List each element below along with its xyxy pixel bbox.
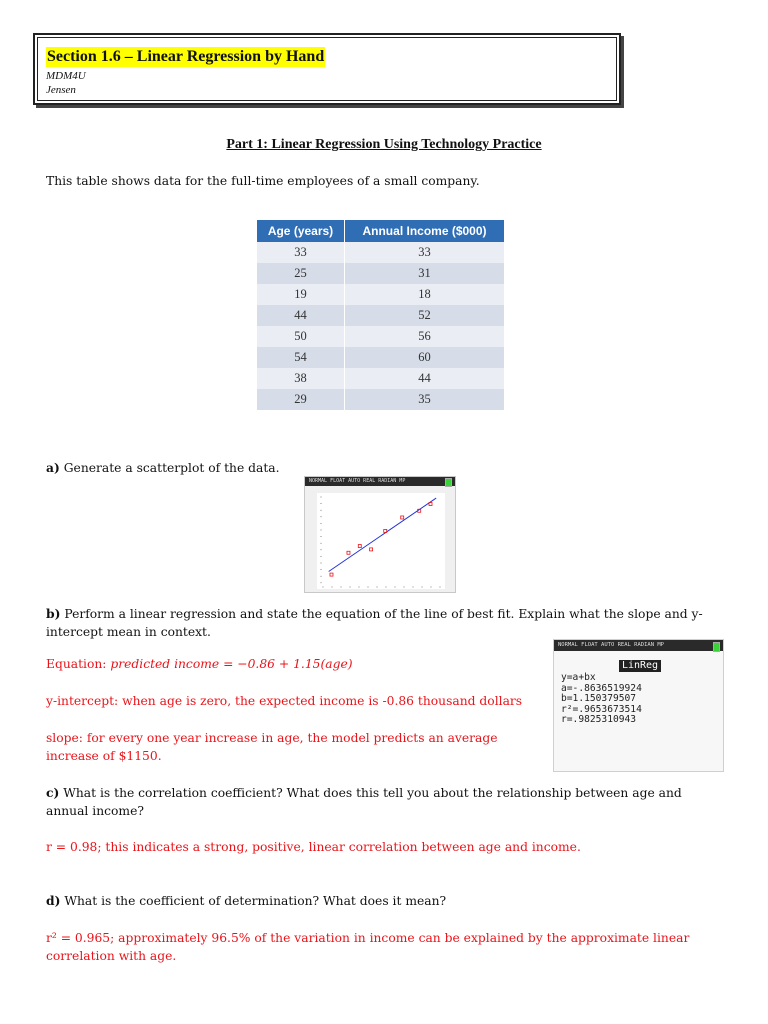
linreg-line: r=.9825310943	[561, 714, 637, 725]
cell-income: 52	[345, 305, 505, 326]
question-b	[46, 605, 703, 623]
part-title: Part 1: Linear Regression Using Technology Practice	[226, 137, 542, 152]
question-b-label: b)	[46, 606, 61, 621]
table-row	[257, 389, 504, 410]
question-a-label: a)	[46, 460, 60, 475]
cell-age: 29	[257, 389, 345, 410]
slope-answer-line1: slope: for every one year increase in age, the model predicts an average	[46, 731, 498, 745]
question-d-answer-line1: r² = 0.965; approximately 96.5% of the variation in income can be explained by the approximate linear	[46, 931, 690, 945]
calculator-linreg-screen	[553, 639, 724, 772]
question-c-text-line2: annual income?	[46, 804, 144, 818]
cell-age: 25	[257, 263, 345, 284]
question-d-answer-line2: correlation with age.	[46, 949, 177, 963]
cell-age: 44	[257, 305, 345, 326]
cell-income: 56	[345, 326, 505, 347]
column-header-income: Annual Income ($000)	[345, 220, 505, 242]
battery-icon	[445, 478, 452, 487]
cell-age: 38	[257, 368, 345, 389]
data-table	[257, 220, 504, 410]
intro-text: This table shows data for the full-time employees of a small company.	[46, 174, 480, 188]
teacher-name: Jensen	[46, 84, 76, 96]
slope-answer-line2: increase of $1150.	[46, 749, 162, 763]
question-d	[46, 892, 446, 910]
linreg-line: a=-.8636519924	[561, 682, 642, 694]
linreg-line: b=1.150379507	[561, 693, 637, 704]
cell-income: 44	[345, 368, 505, 389]
question-c	[46, 784, 682, 802]
section-title: Section 1.6 – Linear Regression by Hand	[47, 48, 325, 65]
question-a-text: Generate a scatterplot of the data.	[63, 461, 280, 475]
cell-age: 33	[257, 242, 345, 263]
scatterplot	[317, 493, 445, 589]
table-row	[257, 263, 504, 284]
question-b-text-line1: Perform a linear regression and state the equation of the line of best fit. Explain what the slope and y-	[64, 607, 703, 621]
table-row	[257, 326, 504, 347]
equation-label: Equation:	[46, 657, 111, 671]
equation-math: predicted income = −0.86 + 1.15(age)	[110, 657, 353, 671]
cell-age: 50	[257, 326, 345, 347]
question-c-label: c)	[46, 785, 60, 800]
course-code: MDM4U	[46, 70, 86, 82]
table-row	[257, 305, 504, 326]
table-body	[257, 242, 504, 410]
question-d-label: d)	[46, 893, 61, 908]
calculator-scatterplot-screen	[304, 476, 456, 593]
cell-income: 35	[345, 389, 505, 410]
column-header-age: Age (years)	[257, 220, 345, 242]
question-b-text-line2: intercept mean in context.	[46, 625, 211, 639]
cell-age: 54	[257, 347, 345, 368]
battery-icon-2	[713, 642, 720, 652]
y-intercept-answer: y-intercept: when age is zero, the expected income is -0.86 thousand dollars	[46, 694, 523, 708]
equation-answer	[46, 655, 353, 673]
header-box	[33, 33, 621, 105]
cell-income: 60	[345, 347, 505, 368]
calc-status-bar: NORMAL FLOAT AUTO REAL RADIAN MP	[305, 477, 455, 486]
question-a	[46, 459, 280, 477]
cell-income: 31	[345, 263, 505, 284]
cell-income: 33	[345, 242, 505, 263]
cell-income: 18	[345, 284, 505, 305]
question-c-answer: r = 0.98; this indicates a strong, positive, linear correlation between age and income.	[46, 840, 581, 854]
table-header-row	[257, 220, 504, 242]
linreg-line: r²=.9653673514	[561, 703, 642, 715]
table-row	[257, 242, 504, 263]
question-c-text-line1: What is the correlation coefficient? What does this tell you about the relationship between age and	[63, 786, 682, 800]
question-d-text: What is the coefficient of determination? What does it mean?	[64, 894, 447, 908]
linreg-line: y=a+bx	[561, 672, 596, 683]
plot-area	[317, 493, 445, 589]
cell-age: 19	[257, 284, 345, 305]
table-row	[257, 284, 504, 305]
calc2-status-bar: NORMAL FLOAT AUTO REAL RADIAN MP	[554, 640, 723, 651]
table-row	[257, 368, 504, 389]
linreg-output	[561, 673, 642, 726]
table-row	[257, 347, 504, 368]
linreg-title: LinReg	[619, 660, 661, 672]
